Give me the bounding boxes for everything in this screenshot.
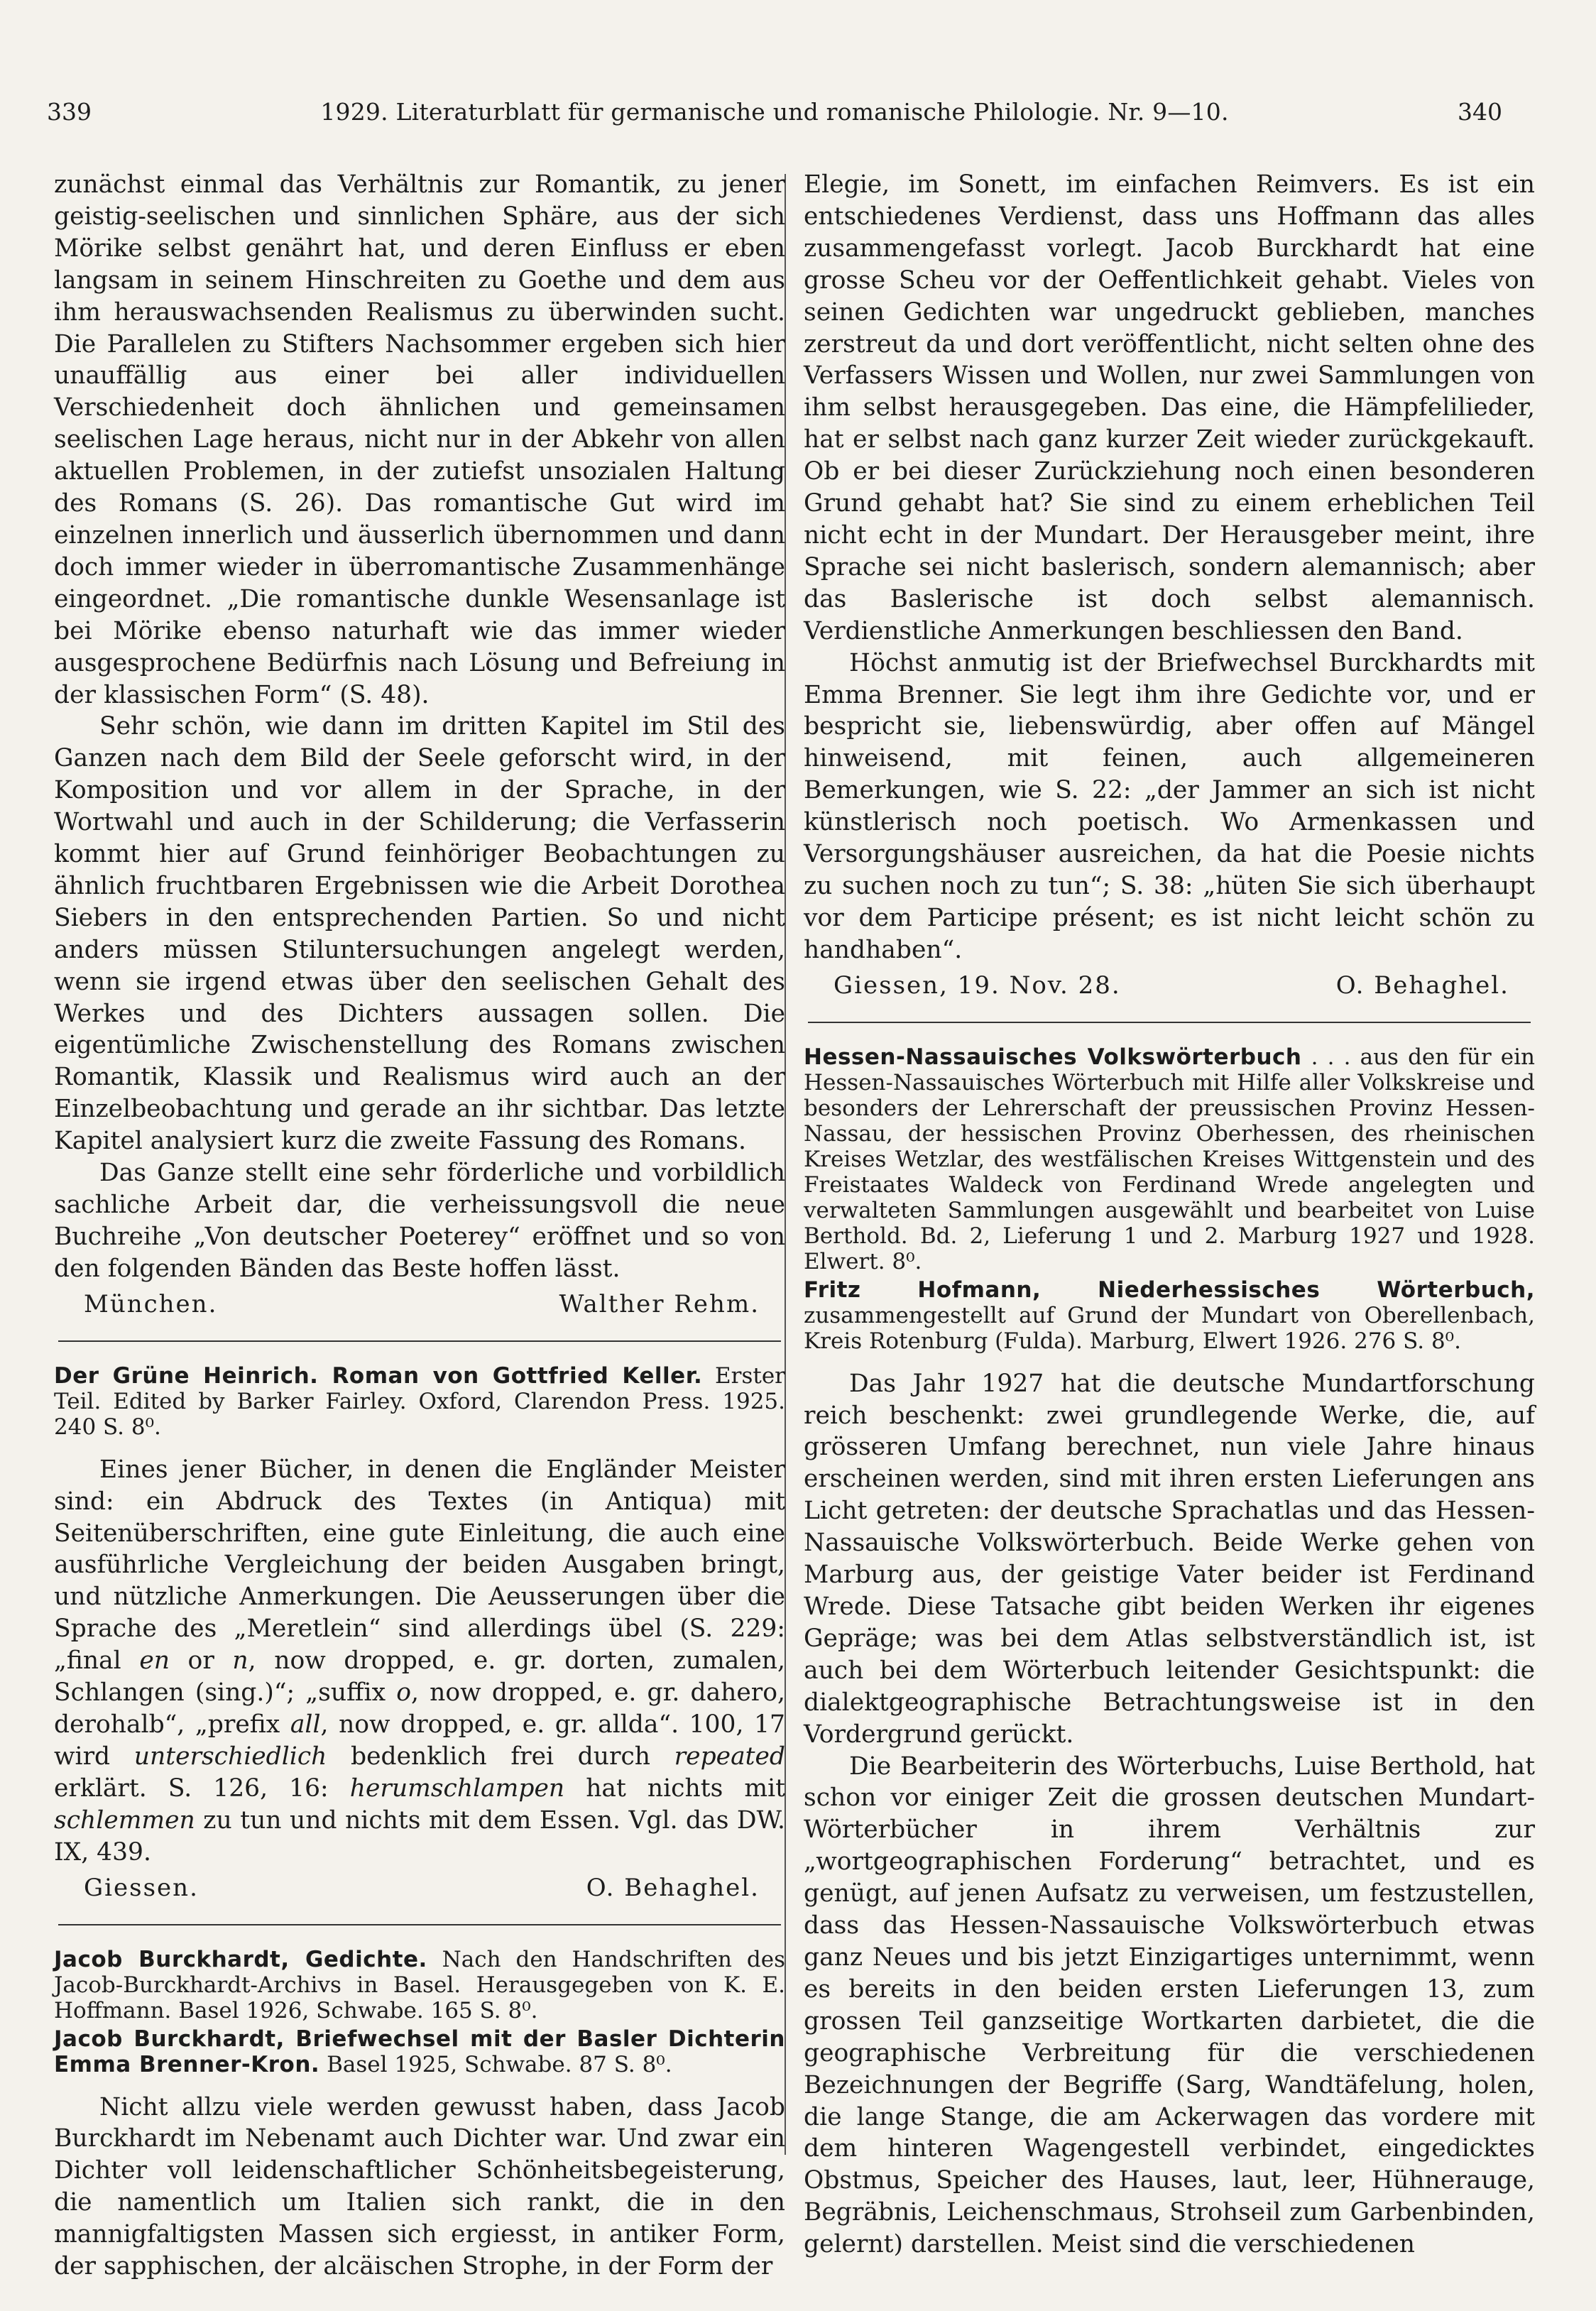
signature-name: Walther Rehm. — [559, 1289, 760, 1318]
signature-place: Giessen. — [84, 1873, 199, 1902]
signature — [54, 1869, 785, 1904]
signature — [804, 966, 1535, 1002]
running-header — [47, 98, 1502, 133]
bibliography-details: Erster Teil. Edited by Barker Fairley. Oxford, Clarendon Press. 1925. 240 S. 8⁰. — [54, 1362, 785, 1440]
bibliography-entry — [54, 1947, 785, 2077]
journal-title: 1929. Literaturblatt für germanische und romanische Philologie. Nr. 9—10. — [320, 98, 1229, 126]
bibliography-details: Basel 1925, Schwabe. 87 S. 8⁰. — [319, 2051, 672, 2077]
paragraph: zunächst einmal das Verhältnis zur Romantik, zu jener geistig-seelischen und sinnlichen Sphäre, aus der sich Mörike selbst genährt hat, und deren Einfluss er eben langsam in seinem Hinschreiten zu Goethe und dem aus ihm herauswachsenden Realismus zu überwinden sucht. Die Parallelen zu Stifters Nachsommer ergeben sich hier unauffällig aus einer bei aller individuellen Verschiedenheit doch ähnlichen und gemeinsamen seelischen Lage heraus, nicht nur in der Abkehr von allen aktuellen Problemen, in der zutiefst unsozialen Haltung des Romans (S. 26). Das romantische Gut wird im einzelnen innerlich und äusserlich übernommen und dann doch immer wieder in überromantische Zusammenhänge eingeordnet. „Die romantische dunkle Wesensanlage ist bei Mörike ebenso naturhaft wie das immer wieder ausgesprochene Bedürfnis nach Lösung und Befreiung in der klassischen Form“ (S. 48). — [54, 170, 785, 709]
page-number-right: 340 — [1458, 98, 1502, 126]
bibliography-entry — [54, 1363, 785, 1440]
right-column — [804, 169, 1535, 2261]
paragraph: Elegie, im Sonett, im einfachen Reimvers. Es ist ein entschiedenes Verdienst, dass uns Hoffmann das alles zusammengefasst vorlegt. Jacob Burckhardt hat eine grosse Scheu vor der Oeffentlichkeit gehabt. Vieles von seinen Gedichten war ungedruckt geblieben, manches zerstreut da und dort veröffentlicht, nicht selten ohne des Verfassers Wissen und Wollen, nur zwei Sammlungen von ihm selbst herausgegeben. Das eine, die Hämpfelilieder, hat er selbst nach ganz kurzer Zeit wieder zurückgekauft. Ob er bei dieser Zurückziehung noch einen besonderen Grund gehabt hat? Sie sind zu einem erheblichen Teil nicht echt in der Mundart. Der Herausgeber meint, ihre Sprache sei nicht baslerisch, sondern alemannisch; aber das Baslerische ist doch selbst alemannisch. Verdienstliche Anmerkungen beschliessen den Band. — [804, 170, 1535, 645]
paragraph: Sehr schön, wie dann im dritten Kapitel im Stil des Ganzen nach dem Bild der Seele geforscht wird, in der Komposition und vor allem in der Sprache, in der Wortwahl und auch in der Schilderung; die Verfasserin kommt hier auf Grund feinhöriger Beobachtungen zu ähnlich fruchtbaren Ergebnissen wie die Arbeit Dorothea Siebers in den entsprechenden Partien. So und nicht anders müssen Stiluntersuchungen angelegt werden, wenn sie irgend etwas über den seelischen Gehalt des Werkes und des Dichters aussagen sollen. Die eigentümliche Zwischenstellung des Romans zwischen Romantik, Klassik und Realismus wird auch an der Einzelbeobachtung und gerade an ihr sichtbar. Das letzte Kapitel analysiert kurz die zweite Fassung des Romans. — [54, 712, 785, 1156]
bibliography-details: zusammengestellt auf Grund der Mundart von Oberellenbach, Kreis Rotenburg (Fulda). Marburg, Elwert 1926. 276 S. 8⁰. — [804, 1302, 1535, 1354]
signature-place: München. — [84, 1289, 218, 1318]
paragraph: Die Bearbeiterin des Wörterbuchs, Luise Berthold, hat schon vor einiger Zeit die grossen deutschen Mundart-Wörterbücher in ihrem Verhältnis zur „wortgeographischen Forderung“ betrachtet, und es genügt, auf jenen Aufsatz zu verweisen, um festzustellen, dass das Hessen-Nassauische Volkswörterbuch etwas ganz Neues und bis jetzt Einzigartiges unternimmt, wenn es bereits in den beiden ersten Lieferungen 13, zum grossen Teil ganzseitige Wortkarten darbietet, die die geographische Verbreitung für die verschiedenen Bezeichnungen der Begriffe (Sarg, Wandtäfelung, holen, die lange Stange, die am Ackerwagen das vordere mit dem hinteren Wagengestell verbindet, eingedicktes Obstmus, Speicher des Hauses, laut, leer, Hühnerauge, Begräbnis, Leichenschmaus, Strohseil zum Garbenbinden, gelernt) darstellen. Meist sind die verschiedenen — [804, 1752, 1535, 2259]
signature — [54, 1285, 785, 1321]
signature-name: O. Behaghel. — [586, 1873, 760, 1902]
bibliography-details: . . . aus den für ein Hessen-Nassauisches Wörterbuch mit Hilfe aller Volkskreise und besonders der Lehrerschaft der preussischen Provinz Hessen-Nassau, der hessischen Provinz Oberhessen, des rheinischen Kreises Wetzlar, des westfälischen Kreises Wittgenstein und des Freistaates Waldeck von Ferdinand Wrede angelegten und verwalteten Sammlungen ausgewählt und bearbeitet von Luise Berthold. Bd. 2, Lieferung 1 und 2. Marburg 1927 und 1928. Elwert. 8⁰. — [804, 1044, 1535, 1274]
bibliography-title: Hessen-Nassauisches Volkswörterbuch — [804, 1044, 1302, 1070]
page-number-left: 339 — [47, 98, 92, 126]
left-column — [54, 169, 785, 2283]
paragraph: Das Ganze stellt eine sehr förderliche und vorbildlich sachliche Arbeit dar, die verheissungsvoll die neue Buchreihe „Von deutscher Poeterey“ eröffnet und so von den folgenden Bänden das Beste hoffen lässt. — [54, 1159, 785, 1283]
signature-name: O. Behaghel. — [1335, 971, 1509, 1000]
separator — [58, 1924, 781, 1925]
paragraph: Eines jener Bücher, in denen die Engländer Meister sind: ein Abdruck des Textes (in Antiqua) mit Seitenüberschriften, eine gute Einleitung, die auch eine ausführliche Vergleichung der beiden Ausgaben bringt, und nützliche Anmerkungen. Die Aeusserungen über die Sprache des „Meretlein“ sind allerdings übel (S. 229: „final en or n, now dropped, e. gr. dorten, zumalen, Schlangen (sing.)“; „suffix o, now dropped, e. gr. dahero, derohalb“, „prefix all, now dropped, e. gr. allda“. 100, 17 wird unterschiedlich bedenklich frei durch repeated erklärt. S. 126, 16: herumschlampen hat nichts mit schlemmen zu tun und nichts mit dem Essen. Vgl. das DW. IX, 439. — [54, 1455, 786, 1867]
signature-place: Giessen, 19. Nov. 28. — [833, 971, 1121, 1000]
separator — [58, 1340, 781, 1342]
paragraph: Nicht allzu viele werden gewusst haben, dass Jacob Burckhardt im Nebenamt auch Dichter war. Und zwar ein Dichter voll leidenschaftlicher Schönheitsbegeisterung, die namentlich um Italien sich rankt, die in den mannigfaltigsten Massen sich ergiesst, in antiker Form, der sapphischen, der alcäischen Strophe, in der Form der — [54, 2092, 785, 2281]
bibliography-entry — [804, 1044, 1535, 1354]
bibliography-details: Nach den Handschriften des Jacob-Burckhardt-Archivs in Basel. Herausgegeben von K. E. Hoffmann. Basel 1926, Schwabe. 165 S. 8⁰. — [54, 1946, 785, 2023]
separator — [808, 1022, 1531, 1023]
bibliography-title: Der Grüne Heinrich. Roman von Gottfried Keller. — [54, 1362, 703, 1389]
bibliography-title: Fritz Hofmann, Niederhessisches Wörterbuch, — [804, 1277, 1535, 1303]
bibliography-title: Jacob Burckhardt, Gedichte. — [54, 1946, 427, 1972]
paragraph: Höchst anmutig ist der Briefwechsel Burckhardts mit Emma Brenner. Sie legt ihm ihre Gedichte vor, und er bespricht sie, liebenswürdig, aber offen auf Mängel hinweisend, mit feinen, auch allgemeineren Bemerkungen, wie S. 22: „der Jammer an sich ist nicht künstlerisch noch poetisch. Wo Armenkassen und Versorgungshäuser ausreichen, da hat die Poesie nichts zu suchen noch zu tun“; S. 38: „hüten Sie sich überhaupt vor dem Participe présent; es ist nicht leicht schön zu handhaben“. — [804, 648, 1535, 964]
paragraph: Das Jahr 1927 hat die deutsche Mundartforschung reich beschenkt: zwei grundlegende Werke, die, auf grösseren Umfang berechnet, nun viele Jahre hinaus erscheinen werden, sind mit ihren ersten Lieferungen ans Licht getreten: der deutsche Sprachatlas und das Hessen-Nassauische Volkswörterbuch. Beide Werke gehen von Marburg aus, der geistige Vater beider ist Ferdinand Wrede. Diese Tatsache gibt beiden Werken ihr eigenes Gepräge; was bei dem Atlas selbstverständlich ist, ist auch bei dem Wörterbuch leitender Gesichtspunkt: die dialektgeographische Betrachtungsweise ist in den Vordergrund gerückt. — [804, 1369, 1535, 1749]
bibliography-title: Jacob Burckhardt, Briefwechsel mit der Basler Dichterin Emma Brenner-Kron. — [54, 2026, 785, 2077]
